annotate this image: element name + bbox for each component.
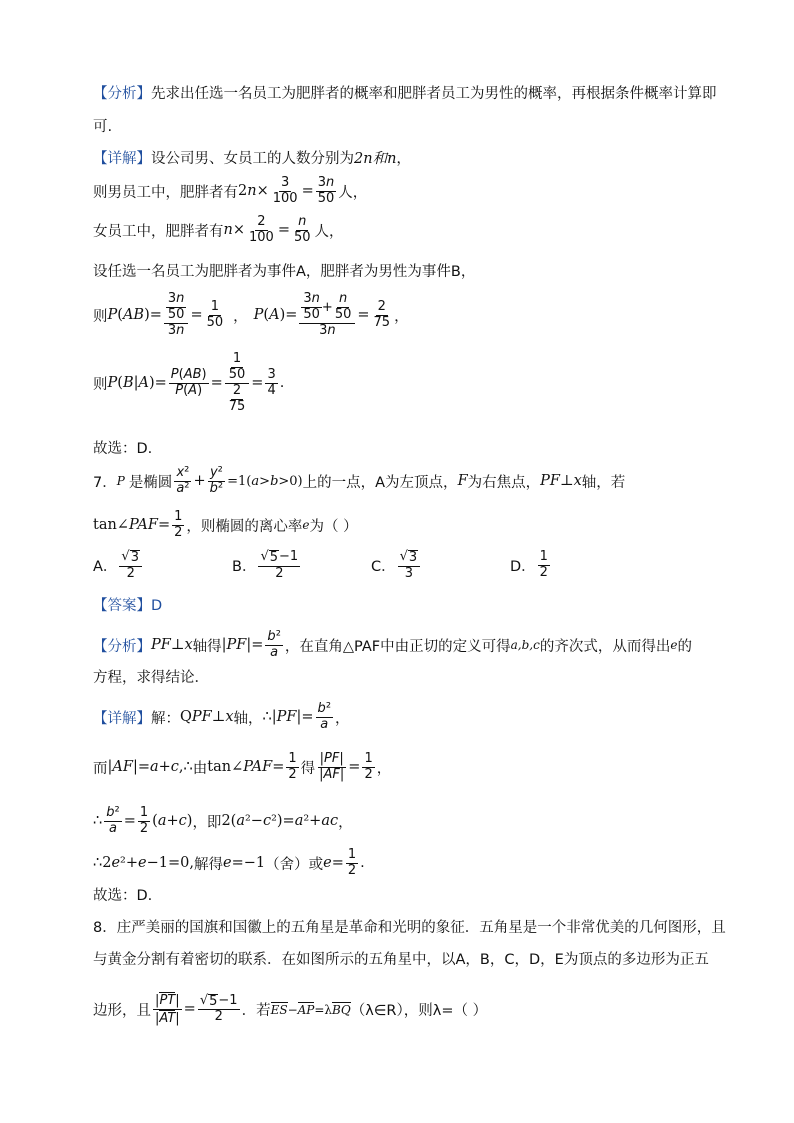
fraction: √ 3 3 [398, 550, 421, 582]
analysis-tag: 【分析】 [93, 638, 151, 655]
q7-option-a[interactable] [93, 550, 144, 582]
stem-text: 是椭圆 [128, 474, 173, 491]
fraction: $\frac{1}{50}$ [206, 298, 224, 330]
fraction: $\frac{3}{4}$ [267, 366, 276, 398]
math-eq: = [301, 183, 314, 200]
analysis-cont: 方程，求得结论． [93, 670, 209, 686]
detail-text: ，即 [192, 814, 222, 831]
fraction: $\frac{\text{b²}}{a}$ [267, 629, 281, 660]
question-number: 7． [93, 474, 117, 491]
fraction: $\frac{3}{100}$ [272, 175, 298, 206]
fraction: √ 3 2 [119, 550, 142, 582]
conclusion-text: 故选：D. [93, 888, 153, 904]
detail-text: 人， [338, 184, 368, 201]
fraction: √ 5 −1 2 [260, 549, 299, 581]
q7-answer [93, 594, 162, 615]
answer-text: 【答案】D [93, 598, 163, 614]
fraction: $\frac{2}{75}$ [373, 298, 391, 330]
q6-analysis-line [93, 82, 717, 103]
q8-line-1 [93, 916, 726, 937]
fraction: $\frac{P(AB)}{P(A)}$ [170, 366, 207, 398]
detail-text: 轴， [233, 710, 263, 727]
analysis-text: 的齐次式，从而得出 [539, 638, 671, 655]
q7-detail-line-2: 而 | AF |= a + c ,∴ 由 tan∠ PAF = $\frac{1}{2}$ 得 $\frac{|PF|}{|AF|}$ = $\frac{1}{2}$ ， [93, 751, 392, 782]
q7-stem-line-2: tan∠ PAF = $\frac{1}{2}$ ，则椭圆的离心率 e 为（ ） [93, 509, 358, 540]
analysis-text: 先求出任选一名员工为肥胖者的概率和肥胖者员工为男性的概率，再根据条件概率计算即 [151, 86, 717, 102]
analysis-text: 的 [677, 638, 692, 655]
fraction: $\frac{1}{2}$ [347, 847, 357, 878]
q6-detail-line-3 [93, 215, 344, 246]
q8-line-2 [93, 948, 709, 969]
fraction: $\frac{1}{2}$ [364, 751, 373, 782]
q7-option-c[interactable] [371, 550, 422, 582]
conclusion-text: 故选：D. [93, 441, 153, 457]
math-expr: P(B|A)= [107, 375, 167, 392]
detail-text: 则 [93, 308, 108, 325]
fraction: x² a² [176, 465, 190, 496]
q7-option-b[interactable] [232, 550, 302, 582]
q6-analysis-cont [93, 115, 112, 136]
stem-text: ，则椭圆的离心率 [186, 518, 303, 535]
stem-text: 轴，若 [581, 474, 626, 491]
q7-detail-line-1: 【详解】 解： Q PF ⊥ x 轴， ∴| PF |= $\frac{\text{b²}}{a}$ ， [93, 701, 350, 732]
question-number: 8． [93, 920, 117, 936]
detail-text: 而 [93, 760, 108, 777]
q6-detail-line-5: 则 P(AB)= $\frac{\frac{3n}{50}}{3n}$ = $\frac{1}{50}$ ， P(A)= $\frac{3n}{50}$ + $\frac{n}{50}$ 3n = $\frac{2}{75}$ ， [93, 291, 409, 338]
math-expr: 2n× [238, 183, 269, 200]
option-label: C． [371, 559, 396, 576]
detail-text: 解： [151, 710, 180, 727]
detail-text: 解得 [193, 856, 223, 873]
q7-detail-line-3: ∴ $\frac{\text{b²}}{a}$ = $\frac{1}{2}$ (a+c) ，即 2(a²−c²)=a²+ac ， [93, 805, 353, 836]
q7-conclusion [93, 884, 152, 905]
fraction: $\frac{|PF|}{|AF|}$ [319, 751, 345, 782]
compound-fraction: $\frac{\frac{1}{50}}{\frac{2}{75}}$ [225, 352, 250, 415]
stem-text: 上的一点，A为左顶点， [302, 474, 458, 491]
fraction: 1 2 [539, 549, 548, 580]
option-label: B． [232, 559, 257, 576]
q7-stem-line-1: 7． P 是椭圆 x² a² + $\frac{\text{y²}}{\text{b²}}$ =1(a>b>0) 上的一点，A为左顶点， F 为右焦点， PF ⊥ x 轴，若 [93, 465, 626, 496]
fraction: $\frac{\text{y²}}{\text{b²}}$ [209, 465, 224, 496]
stem-text: 为（ ） [309, 518, 358, 535]
detail-text: 由 [192, 760, 208, 777]
detail-text: （舍）或 [265, 856, 324, 873]
fraction: √ 5 −1 2 [199, 992, 238, 1025]
math-expr: n× [223, 222, 245, 239]
detail-var: 2n和n [354, 151, 397, 167]
stem-text: （λ∈R），则λ=（ ） [350, 1002, 488, 1019]
q6-detail-line-6: 则 P(B|A)= $\frac{P(AB)}{P(A)}$ = $\frac{\frac{1}{50}}{\frac{2}{75}}$ = $\frac{3}{4}$ . [93, 351, 285, 414]
analysis-cont: 可. [93, 119, 113, 135]
q8-line-3: 边形，且 $\frac{|PT|}{|AT|}$ = √ 5 −1 2 ．若 ES−AP=λBQ （λ∈R），则λ=（ ） [93, 992, 488, 1026]
stem-text: ．若 [241, 1002, 271, 1019]
q7-analysis-cont [93, 666, 209, 687]
detail-tag: 【详解】 [93, 151, 151, 167]
analysis-text: 轴得 [192, 638, 222, 655]
math-expr: P(A)= [253, 307, 298, 324]
option-label: D． [510, 558, 536, 575]
fraction: $\frac{3n}{50}$ [317, 175, 335, 206]
fraction: $\frac{\text{b²}}{a}$ [106, 805, 120, 836]
q7-analysis-line-1: 【分析】 PF ⊥ x 轴得 | PF |= $\frac{\text{b²}}{a}$ ，在直角△PAF中由正切的定义可得 a,b,c 的齐次式，从而得出 e 的 [93, 629, 692, 660]
compound-fraction: $\frac{\frac{3n}{50}}{3n}$ [164, 292, 189, 339]
fraction: $\frac{1}{2}$ [174, 509, 183, 540]
detail-tag: 【详解】 [93, 710, 151, 727]
fraction: $\frac{|PT|}{|AT|}$ [155, 993, 180, 1026]
detail-text: 得 [300, 760, 316, 777]
detail-text: 则 [93, 376, 108, 393]
detail-text: 设公司男、女员工的人数分别为 [151, 151, 354, 167]
detail-text: 则男员工中，肥胖者有 [93, 184, 238, 201]
fraction: $\frac{\text{b²}}{a}$ [317, 701, 332, 732]
stem-text: 与黄金分割有着密切的联系．在如图所示的五角星中，以A，B，C，D，E为顶点的多边形为正五 [93, 952, 709, 968]
fraction: $\frac{1}{2}$ [288, 751, 297, 782]
stem-text: 边形，且 [93, 1002, 151, 1019]
detail-text: 设任选一名员工为肥胖者为事件A，肥胖者为男性为事件B， [93, 264, 476, 280]
stem-text: 为右焦点， [467, 474, 541, 491]
q6-conclusion [93, 437, 152, 458]
compound-fraction: $\frac{3n}{50}$ + $\frac{n}{50}$ 3n [299, 292, 355, 339]
fraction: $\frac{n}{50}$ [293, 214, 311, 245]
option-label: A． [93, 559, 118, 576]
q6-detail-line-2 [93, 176, 367, 207]
stem-text: 庄严美丽的国旗和国徽上的五角星是革命和光明的象征．五角星是一个非常优美的几何图形，且 [116, 920, 726, 936]
q7-detail-line-4: ∴2e²+e−1=0, 解得 e =−1 （舍）或 e = $\frac{1}{2}$ . [93, 847, 365, 878]
q6-detail-line-4 [93, 260, 475, 281]
q7-option-d[interactable] [510, 550, 552, 581]
math-expr: P(AB)= [107, 307, 162, 324]
detail-text: 人， [314, 223, 344, 240]
detail-text: 女员工中，肥胖者有 [93, 223, 224, 240]
fraction: $\frac{2}{100}$ [249, 214, 274, 245]
analysis-text: ，在直角△PAF中由正切的定义可得 [284, 638, 511, 655]
math-eq: = [277, 222, 290, 239]
fraction: $\frac{1}{2}$ [139, 805, 149, 836]
q6-detail-line-1: 【详解】 设公司男、女员工的人数分别为 2n和n ， [93, 147, 411, 168]
analysis-tag: 【分析】 [93, 86, 151, 102]
